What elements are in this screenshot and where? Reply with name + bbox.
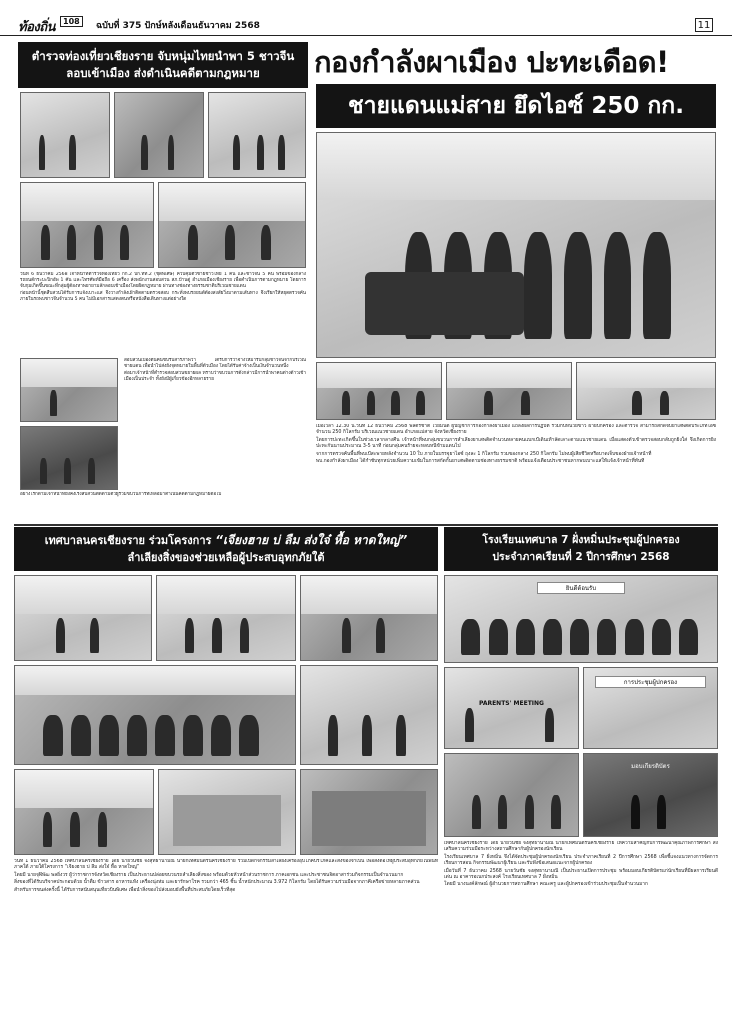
school-banner-top: ยินดีต้อนรับ xyxy=(537,582,624,594)
story3-body xyxy=(14,859,438,1015)
story3-photo-2 xyxy=(156,575,296,661)
story3-photo-3 xyxy=(300,575,438,661)
story1-photo-5 xyxy=(158,182,306,268)
story1-para-4: ต่อมาเจ้าหน้าที่ตำรวจสอบสวนขยายผล ทราบว่าขบวนการดังกล่าวมีการนำพาคนต่างด้าวเข้าเมืองเป็นประจำ ทั้งยังมีผู้เกี่ยวข้องอีกหลายราย xyxy=(124,371,306,383)
story3-photo-5 xyxy=(300,665,438,765)
story4-photo-1 xyxy=(444,575,718,663)
story2-body xyxy=(316,424,716,520)
story1-headline-line2: ลอบเข้าเมือง ส่งดำเนินคดีตามกฎหมาย xyxy=(66,66,260,80)
newspaper-logo xyxy=(18,16,55,37)
parents-meeting-sign: PARENTS' MEETING xyxy=(478,700,544,707)
story3-para-1: วันที่ 1 ธันวาคม 2568 เทศบาลนครเชียงราย โดย นายวันชัย จงสุทธานามณี นายกเทศมนตรีนครเชียงราย ร่วมเปิดกิจกรรมลำเลียงเครื่องอุปโภคบริโภคและสิ่งของจำเป็น เพื่อส่งต่อให้ผู้ประสบอุทกภัยในพื้นที่ภาคใต้ ภายใต้โครงการ “เจียงฮาย บ่ ลืม ส่งใจ๋ หื้อ หาดใหญ่” xyxy=(14,859,438,871)
story1-para-2: ก่อนหน้านี้ชุดสืบสวนได้รับการแจ้งเบาะแส จึงวางกำลังเฝ้าติดตามตรวจสอบ กระทั่งพบรถยนต์ต้องสงสัยวิ่งมาตามเส้นทาง จึงเรียกให้หยุดตรวจค้น ภายในรถพบชาวจีนจำนวน 5 คน ไม่มีเอกสารแสดงตนหรือหนังสือเดินทางแต่อย่างใด xyxy=(20,291,306,303)
story3-headline-prefix: เทศบาลนครเชียงราย ร่วมโครงการ xyxy=(44,534,212,547)
meeting-banner: การประชุมผู้ปกครอง xyxy=(595,676,707,688)
story3-photo-6 xyxy=(14,769,154,855)
story1-body-top xyxy=(20,272,306,356)
story4-para-3: เมื่อวันที่ 7 ธันวาคม 2568 นายวันชัย จงสุทธานามณี เป็นประธานเปิดการประชุม พร้อมมอบเกียรติบัตรแก่นักเรียนที่มีผลการเรียนดีเด่น ณ อาคารอเนกประสงค์ โรงเรียนเทศบาล 7 ฝั่งหมิ่น xyxy=(444,868,718,881)
story4-para-2: โรงเรียนเทศบาล 7 ฝั่งหมิ่น จึงได้จัดประชุมผู้ปกครองนักเรียน ประจำภาคเรียนที่ 2 ปีการศึกษา 2568 เพื่อชี้แจงแนวทางการจัดการเรียนการสอน กิจกรรมพัฒนาผู้เรียน และรับฟังข้อเสนอแนะจากผู้ปกครอง xyxy=(444,854,718,867)
story4-headline-line1: โรงเรียนเทศบาล 7 ฝั่งหมิ่นประชุมผู้ปกครอง xyxy=(482,534,680,546)
story3-para-3: สิ่งของที่ได้รับบริจาคประกอบด้วย น้ำดื่ม ข้าวสาร อาหารแห้ง เครื่องนุ่งห่ม และยารักษาโรค รวมกว่า 465 ชิ้น น้ำหนักประมาณ 3.972 กิโลกรัม โดยได้รับความร่วมมือจากภาคีเครือข่ายหลายภาคส่วน xyxy=(14,880,420,886)
story3-headline-quote: “เจียงฮาย บ่ ลืม ส่งใจ๋ หื้อ หาดใหญ่” xyxy=(215,533,408,547)
story1-headline xyxy=(18,42,308,88)
story3-headline-line2: ลำเลียงสิ่งของช่วยเหลือผู้ประสบอุทกภัยใต้ xyxy=(127,551,325,564)
story2-headline: กองกำลังผาเมือง ปะทะเดือด! xyxy=(314,45,669,79)
story4-photo-5 xyxy=(583,753,718,837)
story2-photo-3 xyxy=(446,362,572,420)
story1-photo-1 xyxy=(20,92,110,178)
story1-body-bottom xyxy=(20,492,306,520)
issue-line: ฉบับที่ 375 ปักษ์หลังเดือนธันวาคม 2568 xyxy=(96,21,260,31)
story3-photo-8 xyxy=(300,769,438,855)
story1-headline-line1: ตำรวจท่องเที่ยวเชียงราย จับหนุ่มไทยนำพา 5 ชาวจีน xyxy=(31,49,295,63)
story3-headline-line1 xyxy=(14,532,438,549)
story3-headline xyxy=(14,527,438,571)
story-flood-relief xyxy=(14,527,438,1017)
story-police-tourism xyxy=(18,42,308,522)
story4-headline xyxy=(444,527,718,571)
section-divider xyxy=(14,524,718,526)
story1-photo-7 xyxy=(20,426,118,490)
story2-para-4: พบ.กองกำลังผาเมือง ได้กำชับทุกหน่วยเพิ่มความเข้มในการสกัดกั้นยาเสพติดตามช่องทางธรรมชาติ พร้อมแจ้งเตือนประชาชนหากพบเบาะแสให้แจ้งเจ้าหน้าที่ทันที xyxy=(316,459,645,465)
story1-para-5: อย่างไรก็ตามเจ้าหน้าที่ยังคงเร่งสืบสวนติดตามตัวผู้ร่วมขบวนการที่เหลือมาดำเนินคดีตามกฎหมายต่อไป xyxy=(20,492,222,497)
story4-photo-3 xyxy=(583,667,718,749)
story3-photo-4 xyxy=(14,665,296,765)
story1-photo-2 xyxy=(114,92,204,178)
story3-para-2: โดยมี นายจุฬิพัฒ พลยิ่งวร ผู้ว่าราชการจังหวัดเชียงราย เป็นประธานปล่อยขบวนรถลำเลียงสิ่งของ พร้อมด้วยหัวหน้าส่วนราชการ ภาคเอกชน และประชาชนจิตอาสาร่วมกิจกรรมเป็นจำนวนมาก xyxy=(14,872,404,878)
story4-headline-line2: ประจำภาคเรียนที่ 2 ปีการศึกษา 2568 xyxy=(492,551,670,563)
story1-para-1: วันที่ 6 ธันวาคม 2568 เจ้าหน้าที่ตำรวจท่องเที่ยว กก.2 บก.ทท.2 (ชุดพิเศษ) ควบคุมตัวชายชาวไทย 1 คน และชาวจีน 5 คน พร้อมของกลางรถยนต์กระบะปิกอัพ 1 คัน และโทรศัพท์มือถือ 6 เครื่อง ส่งพนักงานสอบสวน สภ.บ้านดู่ อำเภอเมืองเชียงราย เพื่อดำเนินการตามกฎหมาย โดยการจับกุมเกิดขึ้นขณะที่กลุ่มผู้ต้องหาพยายามลักลอบเข้าเมืองโดยผิดกฎหมาย ผ่านทางช่องทางธรรมชาติบริเวณชายแดน xyxy=(20,272,306,290)
logo-badge: 108 xyxy=(60,16,83,27)
story2-photo-4 xyxy=(576,362,716,420)
story2-para-1: เมื่อเวลา 12.30 น.วันที่ 12 ธันวาคม 2568 พลตรีชาติ ไวยมนต์ ผู้บัญชาการกองกำลังผาเมือง แถลงผลการปฏิบัติ ร่วมกับหน่วยข่าว ฝ่ายปกครอง และตำรวจ สามารถสกัดจับยาเสพติดประเภทไอซ์ จำนวน 250 กิโลกรัม บริเวณแนวชายแดน อำเภอแม่สาย จังหวัดเชียงราย xyxy=(316,424,716,436)
story2-para-3: จากการตรวจค้นพื้นที่พบเป้สะพายหลังจำนวน 10 ใบ ภายในบรรจุยาไอซ์ ถุงละ 1 กิโลกรัม รวมของกลาง 250 กิโลกรัม ไม่พบผู้เสียชีวิตหรือบาดเจ็บของฝ่ายเจ้าหน้าที่ xyxy=(316,451,652,457)
story3-photo-7 xyxy=(158,769,296,855)
story-border-clash xyxy=(314,42,716,522)
story2-photo-2 xyxy=(316,362,442,420)
masthead xyxy=(0,0,732,36)
story3-photo-1 xyxy=(14,575,152,661)
story4-photo-2 xyxy=(444,667,579,749)
story1-photo-4 xyxy=(20,182,154,268)
story1-body-right xyxy=(124,358,306,488)
story4-para-1: เทศบาลนครเชียงราย โดย นายวันชัย จงสุทธานามณี นายกเทศมนตรีนครเชียงราย ให้ความสำคัญกับการพัฒนาคุณภาพการศึกษา ส่งเสริมความร่วมมือระหว่างสถานศึกษากับผู้ปกครองนักเรียน xyxy=(444,841,718,853)
story-school-meeting xyxy=(444,527,718,1017)
page-number: 11 xyxy=(695,18,713,32)
story3-para-4: สำหรับการขนส่งครั้งนี้ ได้รับการสนับสนุนเที่ยวบินพิเศษ เพื่อนำสิ่งของไปส่งมอบยังพื้นที่ประสบภัยโดยเร็วที่สุด xyxy=(14,887,236,893)
story2-main-photo xyxy=(316,132,716,358)
story1-photo-6 xyxy=(20,358,118,422)
story2-para-2: โดยการปะทะเกิดขึ้นในช่วงเวลากลางคืน เจ้าหน้าที่พบกลุ่มขบวนการลำเลียงยาเสพติดจำนวนหลายคนแบกเป้เดินเท้าลัดเลาะตามแนวชายแดน เมื่อแสดงตัวเข้าตรวจสอบกลับถูกยิงใส่ จึงเกิดการยิงปะทะกันนานประมาณ 3-5 นาที ก่อนกลุ่มคนร้ายจะหลบหนีข้ามแดนไป xyxy=(316,437,716,450)
story4-photo-4 xyxy=(444,753,579,837)
logo-text: ท้องถิ่น xyxy=(18,20,55,35)
story1-para-3: สอบสวนเบื้องต้นคนขับรับสารภาพว่า ได้รับการว่าจ้างให้มารับกลุ่มชาวจีนจากบริเวณชายแดน เพื่อนำไปส่งยังจุดหมายในพื้นที่ตัวเมือง โดยได้รับค่าจ้างเป็นเงินจำนวนหนึ่ง xyxy=(124,358,306,370)
drug-packages xyxy=(365,272,524,335)
story2-subheadline: ชายแดนแม่สาย ยึดไอซ์ 250 กก. xyxy=(316,84,716,128)
story4-para-4: โดยมี นางนงค์ลักษณ์ ผู้อำนวยการสถานศึกษา คณะครู และผู้ปกครองเข้าร่วมประชุมเป็นจำนวนมาก xyxy=(444,882,648,888)
award-banner: มอบเกียรติบัตร xyxy=(631,762,670,770)
story4-body xyxy=(444,841,718,1015)
story1-photo-3 xyxy=(208,92,306,178)
